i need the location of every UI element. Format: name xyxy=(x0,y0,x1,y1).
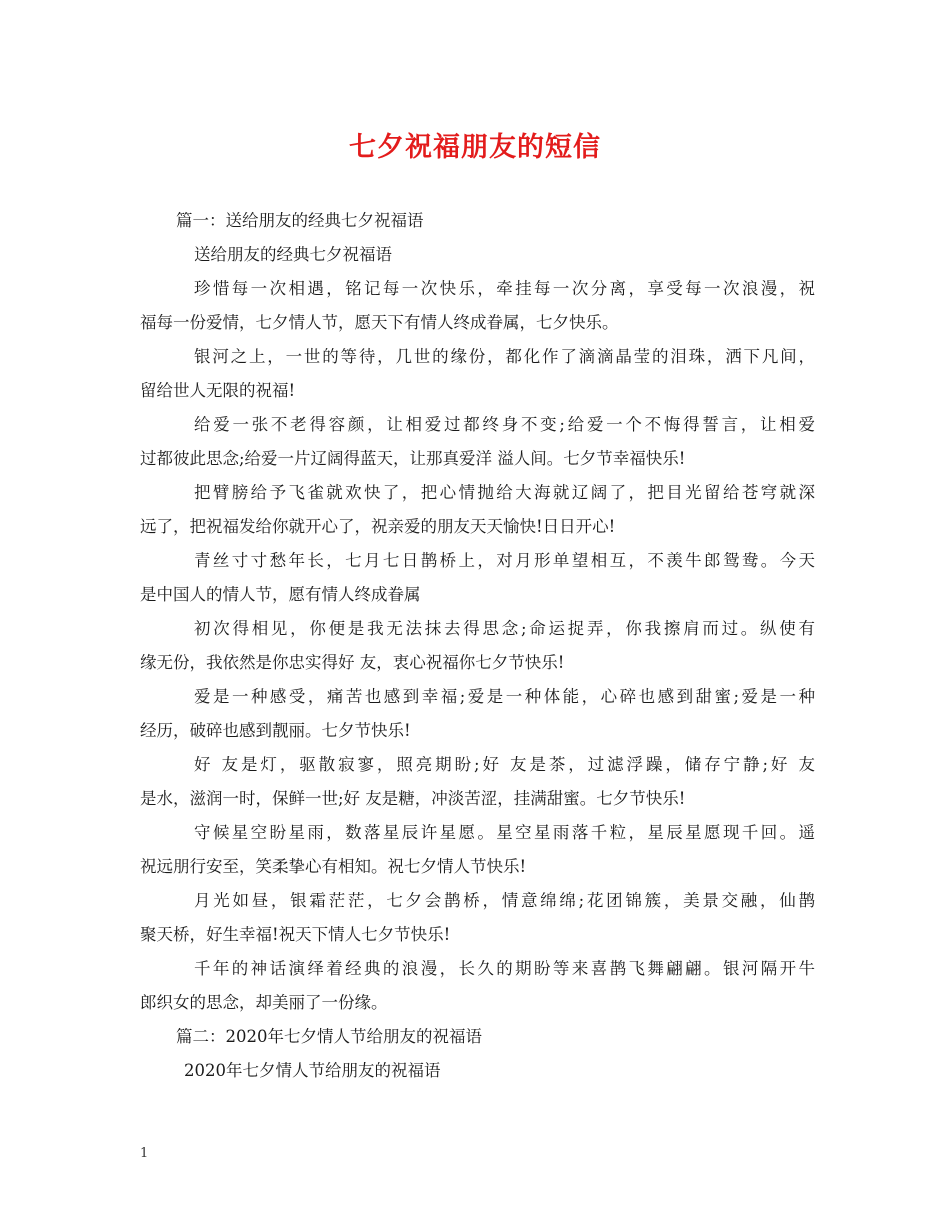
paragraph-line: 珍惜每一次相遇，铭记每一次快乐，牵挂每一次分离，享受每一次浪漫，祝 xyxy=(194,279,815,298)
paragraph-line: 是中国人的情人节，愿有情人终成眷属 xyxy=(140,585,421,604)
paragraph-line: 福每一份爱情，七夕情人节，愿天下有情人终成眷属，七夕快乐。 xyxy=(140,313,619,332)
section-heading-1: 篇一：送给朋友的经典七夕祝福语 xyxy=(176,211,424,230)
subheading-2: 2020年七夕情人节给朋友的祝福语 xyxy=(184,1061,441,1080)
paragraph-line: 初次得相见，你便是我无法抹去得思念;命运捉弄，你我擦肩而过。纵使有 xyxy=(194,619,815,638)
paragraph-line: 祝远朋行安至，笑柔挚心有相知。祝七夕情人节快乐! xyxy=(140,857,527,876)
paragraph-line: 郎织女的思念，却美丽了一份缘。 xyxy=(140,993,388,1012)
paragraph-line: 留给世人无限的祝福! xyxy=(140,381,296,400)
paragraph-line: 聚天桥，好生幸福!祝天下情人七夕节快乐! xyxy=(140,925,451,944)
paragraph-line: 月光如昼，银霜茫茫，七夕会鹊桥，情意绵绵;花团锦簇，美景交融，仙鹊 xyxy=(194,891,815,910)
paragraph-line: 爱是一种感受，痛苦也感到幸福;爱是一种体能，心碎也感到甜蜜;爱是一种 xyxy=(194,687,815,706)
paragraph-line: 银河之上，一世的等待，几世的缘份，都化作了滴滴晶莹的泪珠，洒下凡间， xyxy=(194,347,815,366)
paragraph-line: 缘无份，我依然是你忠实得好 友，衷心祝福你七夕节快乐! xyxy=(140,653,565,672)
section-heading-2: 篇二：2020年七夕情人节给朋友的祝福语 xyxy=(176,1027,482,1046)
paragraph-line: 好 友是灯，驱散寂寥，照亮期盼;好 友是茶，过滤浮躁，储存宁静;好 友 xyxy=(194,755,815,774)
paragraph-line: 青丝寸寸愁年长，七月七日鹊桥上，对月形单望相互，不羡牛郎鸳鸯。今天 xyxy=(194,551,815,570)
paragraph-line: 是水，滋润一时，保鲜一世;好 友是糖，冲淡苦涩，挂满甜蜜。七夕节快乐! xyxy=(140,789,686,808)
paragraph-line: 千年的神话演绎着经典的浪漫，长久的期盼等来喜鹊飞舞翩翩。银河隔开牛 xyxy=(194,959,815,978)
document-title: 七夕祝福朋友的短信 xyxy=(349,132,601,163)
paragraph-line: 守候星空盼星雨，数落星辰许星愿。星空星雨落千粒，星辰星愿现千回。遥 xyxy=(194,823,815,842)
paragraph-line: 过都彼此思念;给爱一片辽阔得蓝天，让那真爱洋 溢人间。七夕节幸福快乐! xyxy=(140,449,686,468)
subheading-1: 送给朋友的经典七夕祝福语 xyxy=(194,245,392,264)
paragraph-line: 远了，把祝福发给你就开心了，祝亲爱的朋友天天愉快!日日开心! xyxy=(140,517,616,536)
document-body xyxy=(140,204,815,1088)
paragraph-line: 给爱一张不老得容颜，让相爱过都终身不变;给爱一个不悔得誓言，让相爱 xyxy=(194,415,815,434)
paragraph-line: 把臂膀给予飞雀就欢快了，把心情抛给大海就辽阔了，把目光留给苍穹就深 xyxy=(194,483,815,502)
page-number: 1 xyxy=(140,1146,149,1161)
paragraph-line: 经历，破碎也感到靓丽。七夕节快乐! xyxy=(140,721,411,740)
